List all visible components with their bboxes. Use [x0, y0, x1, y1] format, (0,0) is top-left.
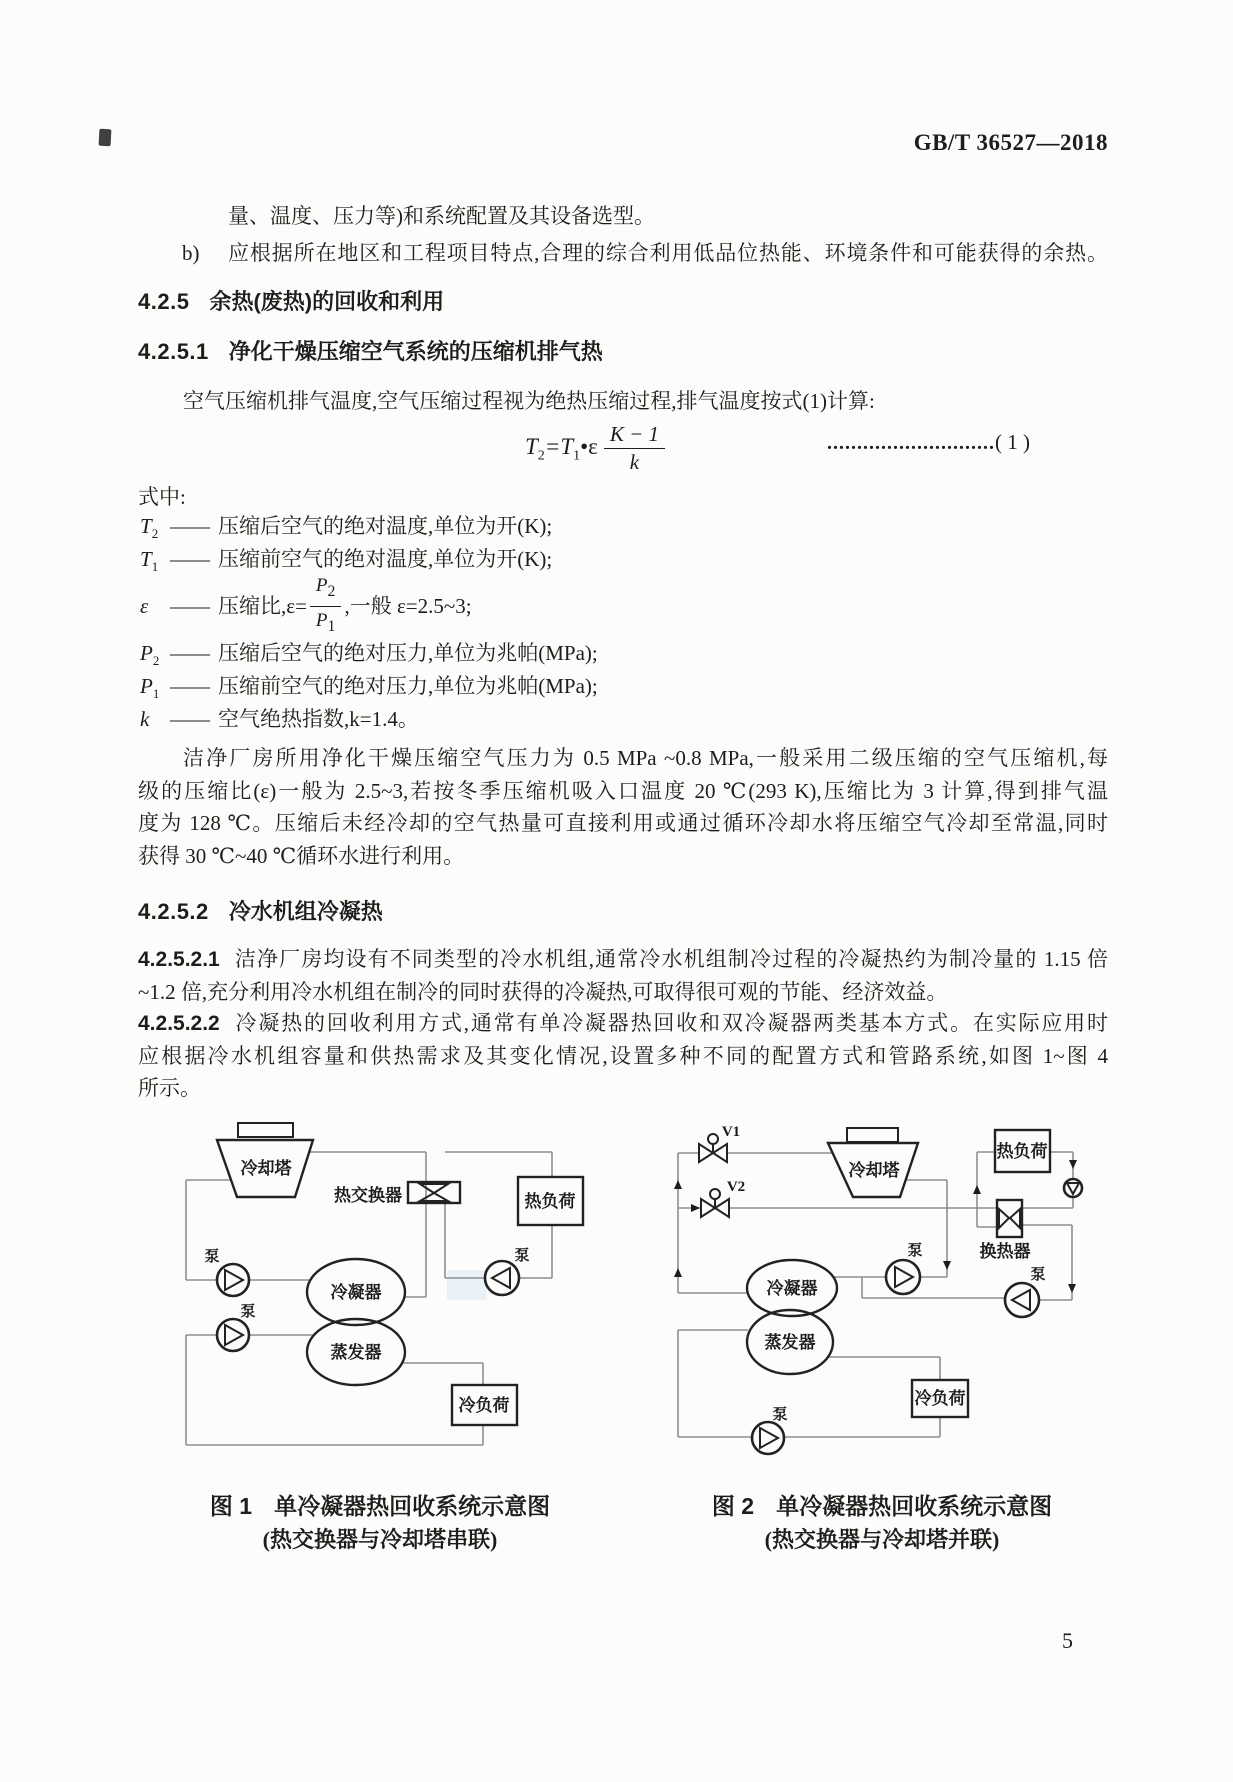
- fig1-heat-exchanger: [334, 1182, 460, 1205]
- figure-2-schematic: [600, 1105, 1120, 1465]
- fig2-valve-v2: [701, 1179, 745, 1217]
- figure-title: 单冷凝器热回收系统示意图: [274, 1493, 551, 1519]
- definition-text-pre: 压缩比,ε=: [218, 594, 307, 618]
- fig1-evaporator: [307, 1319, 405, 1385]
- figure-title: 单冷凝器热回收系统示意图: [776, 1493, 1053, 1519]
- equation-number: ( 1 ): [995, 430, 1030, 454]
- symbol-sub: 1: [151, 559, 159, 575]
- pump-label: 泵: [240, 1303, 256, 1320]
- definition-row-p1: [140, 673, 598, 707]
- figure-2-subcaption: (热交换器与冷却塔并联): [764, 1527, 1000, 1552]
- heat-load-label: 热负荷: [524, 1192, 576, 1211]
- sub-1: 1: [573, 448, 581, 464]
- valve-v1-label: V1: [721, 1124, 741, 1140]
- formula-intro-text: 空气压缩机排气温度,空气压缩过程视为绝热压缩过程,排气温度按式(1)计算:: [183, 389, 875, 413]
- fig2-condenser: [747, 1260, 837, 1316]
- definition-dash: ——: [170, 641, 208, 665]
- heading-title: 冷水机组冷凝热: [228, 899, 383, 924]
- heading-number: 4.2.5: [138, 289, 190, 314]
- cooling-tower-label: 冷却塔: [848, 1161, 900, 1180]
- paragraph-line: 洁净厂房所用净化干燥压缩空气压力为 0.5 MPa ~0.8 MPa,一般采用二级压缩的空气压缩机,每: [183, 746, 1108, 770]
- symbol-letter: T: [140, 547, 152, 571]
- p1-letter: P: [315, 609, 328, 631]
- symbol: [140, 640, 170, 674]
- equals-t1: =T: [544, 433, 574, 459]
- definition-text: 压缩后空气的绝对温度,单位为开(K);: [218, 514, 553, 538]
- figure-1-subcaption: (热交换器与冷却塔串联): [262, 1527, 498, 1552]
- heading-title: 余热(废热)的回收和利用: [209, 289, 445, 314]
- symbol-sub: 1: [152, 686, 160, 702]
- condenser-label: 冷凝器: [766, 1279, 818, 1298]
- figure-1-caption: [150, 1488, 610, 1521]
- figure-1-schematic: [150, 1105, 600, 1465]
- paragraph-line: 应根据冷水机组容量和供热需求及其变化情况,设置多种不同的配置方式和管路系统,如图 1~图 4: [138, 1043, 1108, 1068]
- fig2-evaporator: [747, 1310, 833, 1374]
- p2-letter: P: [315, 574, 328, 596]
- scan-smudge: [447, 1270, 487, 1300]
- fig1-condenser: [307, 1259, 405, 1325]
- definition-text: 压缩前空气的绝对温度,单位为开(K);: [218, 547, 553, 571]
- leader-dots: ............................: [827, 432, 995, 454]
- list-item-b: [138, 237, 1108, 269]
- fig2-valve-v1: [699, 1124, 740, 1162]
- paragraph-text: 洁净厂房均设有不同类型的冷水机组,通常冷水机组制冷过程的冷凝热约为制冷量的 1.15 倍: [233, 947, 1108, 971]
- fig1-pump-heatload: [485, 1246, 530, 1295]
- equation-leader-dots: [827, 430, 1030, 455]
- carryover-line: 量、温度、压力等)和系统配置及其设备选型。: [228, 204, 655, 228]
- fig2-pump-hx: [1005, 1265, 1046, 1317]
- symbol-letter: P: [140, 674, 153, 698]
- heading-number: 4.2.5.2: [138, 899, 209, 924]
- heat-load-label: 热负荷: [996, 1142, 1048, 1161]
- paragraph-4-2-5-2-1: [138, 943, 1108, 1008]
- definition-row-p2: [140, 640, 598, 674]
- pump-label: 泵: [514, 1247, 530, 1264]
- paragraph-number: 4.2.5.2.2: [138, 1012, 220, 1035]
- paragraph-line: 所示。: [138, 1076, 201, 1100]
- condenser-label: 冷凝器: [330, 1283, 382, 1302]
- pressure-ratio-fraction: [310, 573, 342, 640]
- paragraph-line: 获得 30 ℃~40 ℃循环水进行利用。: [138, 843, 465, 868]
- symbol-letter: P: [140, 641, 153, 665]
- symbol: [140, 593, 170, 619]
- definition-dash: ——: [170, 514, 208, 538]
- paragraph-line: 度为 128 ℃。压缩后未经冷却的空气热量可直接利用或通过循环冷却水将压缩空气冷却至常温,同时: [138, 811, 1108, 835]
- fig2-pump-heatload: [1064, 1179, 1082, 1197]
- heading-number: 4.2.5.1: [138, 339, 209, 364]
- definition-dash: ——: [170, 547, 208, 571]
- definition-row-k: [140, 706, 419, 732]
- page-number: 5: [1062, 1628, 1073, 1653]
- definition-dash: ——: [170, 594, 208, 618]
- list-item-b-marker: b): [182, 241, 200, 265]
- symbol-letter: k: [140, 707, 150, 731]
- figure-2-caption: [622, 1488, 1142, 1521]
- pump-label: 泵: [907, 1242, 923, 1259]
- paragraph-text: 冷凝热的回收利用方式,通常有单冷凝器热回收和双冷凝器两类基本方式。在实际应用时: [233, 1011, 1108, 1035]
- fig2-cooling-tower: [828, 1128, 918, 1197]
- list-item-b-text: 应根据所在地区和工程项目特点,合理的综合利用低品位热能、环境条件和可能获得的余热。: [228, 241, 1108, 265]
- cool-load-label: 冷负荷: [914, 1389, 966, 1408]
- symbol: [140, 706, 170, 732]
- definition-text-post: ,一般 ε=2.5~3;: [344, 594, 472, 618]
- paragraph-line: [138, 943, 1108, 976]
- definition-text: 空气绝热指数,k=1.4。: [218, 707, 419, 731]
- fig1-cool-load: [452, 1385, 517, 1425]
- formula-intro-paragraph: [138, 385, 1108, 417]
- symbol-letter: ε: [140, 594, 149, 618]
- paragraph-line: ~1.2 倍,充分利用冷水机组在制冷的同时获得的冷凝热,可取得很可观的节能、经济效益。: [138, 979, 948, 1004]
- fig2-heat-load: [995, 1130, 1050, 1172]
- definition-text: 压缩后空气的绝对压力,单位为兆帕(MPa);: [218, 641, 598, 665]
- where-label: 式中:: [138, 485, 186, 509]
- fig1-cooling-tower: [217, 1123, 313, 1197]
- definition-row-t2: [140, 513, 552, 547]
- p2-sub: 2: [327, 582, 336, 600]
- fig2-cool-load: [912, 1380, 968, 1417]
- definition-row-t1: [140, 546, 552, 580]
- cool-load-label: 冷负荷: [458, 1396, 510, 1415]
- symbol: [140, 546, 170, 580]
- fig1-heat-load: [518, 1177, 583, 1225]
- compressed-air-paragraph: [138, 742, 1108, 872]
- scan-artifact: [99, 129, 112, 147]
- heading-4-2-5: [138, 286, 1108, 318]
- fraction-numerator: [310, 573, 342, 607]
- fig2-heat-exchanger: [980, 1200, 1031, 1261]
- heading-4-2-5-1: [138, 336, 1108, 368]
- symbol-sub: 2: [151, 526, 159, 542]
- equation-expression: [525, 422, 665, 475]
- fig1-pump-chilled: [217, 1302, 256, 1351]
- paragraph-line: 级的压缩比(ε)一般为 2.5~3,若按冬季压缩机吸入口温度 20 ℃(293 K),压缩比为 3 计算,得到排气温: [138, 778, 1108, 803]
- figure-number: 图 2: [711, 1493, 755, 1519]
- fig2-pump-tower: [886, 1241, 923, 1294]
- paragraph-line: [138, 1007, 1108, 1040]
- heading-4-2-5-2: [138, 896, 1108, 928]
- symbol: [140, 513, 170, 547]
- fraction-denominator: [310, 607, 342, 640]
- paragraph-4-2-5-2-2: [138, 1007, 1108, 1105]
- fig2-pump-chilled: [752, 1405, 788, 1454]
- heat-exchanger-label: 热交换器: [334, 1186, 402, 1205]
- evaporator-label: 蒸发器: [764, 1333, 816, 1352]
- evaporator-label: 蒸发器: [330, 1343, 382, 1362]
- figure-number: 图 1: [209, 1493, 253, 1519]
- fig1-pump-tower: [204, 1247, 249, 1296]
- cooling-tower-label: 冷却塔: [240, 1159, 292, 1178]
- doc-number-header: GB/T 36527—2018: [913, 130, 1108, 155]
- definition-text: 压缩前空气的绝对压力,单位为兆帕(MPa);: [218, 674, 598, 698]
- symbol-sub: 2: [152, 653, 160, 669]
- heat-exchanger-label: 换热器: [979, 1242, 1031, 1261]
- definition-dash: ——: [170, 707, 208, 731]
- paragraph-number: 4.2.5.2.1: [138, 948, 220, 971]
- var-t2: T: [525, 433, 538, 459]
- pump-label: 泵: [204, 1248, 220, 1265]
- equation-1: [138, 418, 1108, 476]
- fraction-numerator: K − 1: [604, 422, 665, 449]
- fraction-denominator: k: [629, 450, 640, 474]
- p1-sub: 1: [327, 617, 336, 635]
- sub-2: 2: [537, 448, 545, 464]
- heading-title: 净化干燥压缩空气系统的压缩机排气热: [228, 339, 603, 364]
- exponent-fraction: [604, 422, 665, 475]
- multiply-epsilon: •ε: [580, 433, 598, 459]
- definition-dash: ——: [170, 674, 208, 698]
- symbol-letter: T: [140, 514, 152, 538]
- pump-label: 泵: [1030, 1266, 1046, 1283]
- definition-row-epsilon: [140, 574, 472, 635]
- valve-v2-label: V2: [726, 1179, 746, 1195]
- symbol: [140, 673, 170, 707]
- pump-label: 泵: [772, 1406, 788, 1423]
